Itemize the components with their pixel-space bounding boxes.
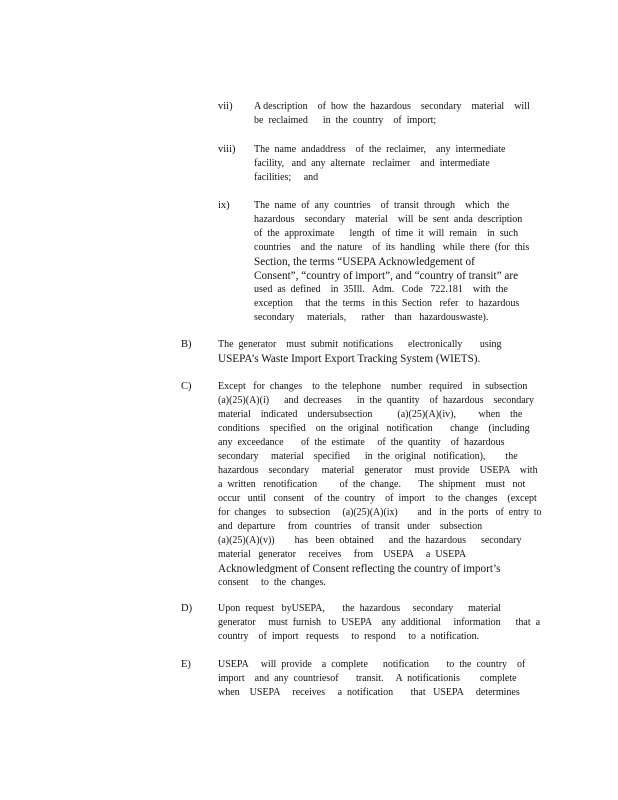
text-line: USEPA will provide a complete notification to the country of	[218, 659, 526, 670]
text-line: facility, and any alternate reclaimer and intermediate	[254, 158, 490, 169]
text-line: used as defined in 35Ill. Adm. Code 722.181 with the	[254, 284, 508, 295]
text-line: of the approximate length of time it will remain in such	[254, 228, 519, 239]
text-line: The name of any countries of transit through which the	[254, 200, 510, 211]
text-line: a written renotification of the change. The shipment must not	[218, 479, 526, 490]
text-line: and departure from countries of transit under subsection	[218, 521, 483, 532]
text-line: conditions specified on the original notification change (including	[218, 423, 530, 434]
item-text	[218, 380, 542, 590]
item-label: vii)	[218, 101, 233, 112]
text-line: Except for changes to the telephone number required in subsection	[218, 381, 528, 392]
text-line: Consent”, “country of import”, and “country of transit” are	[254, 270, 519, 282]
text-line: hazardous secondary material will be sent anda description	[254, 214, 523, 225]
item-label: C)	[181, 381, 192, 392]
text-line: A description of how the hazardous secondary material will	[254, 101, 530, 112]
text-line: be reclaimed in the country of import;	[254, 115, 437, 126]
item-text	[218, 602, 542, 644]
text-line: facilities; and	[254, 172, 319, 183]
text-line: exception that the terms in this Section refer to hazardous	[254, 298, 520, 309]
text-line: consent to the changes.	[218, 577, 326, 588]
text-line: Acknowledgment of Consent reflecting the country of import’s	[218, 563, 501, 575]
item-text	[218, 338, 542, 366]
text-line: (a)(25)(A)(v)) has been obtained and the hazardous secondary	[218, 535, 522, 546]
text-line: Section, the terms “USEPA Acknowledgement of	[254, 256, 475, 268]
text-line: hazardous secondary material generator must provide USEPA with	[218, 465, 538, 476]
text-line: USEPA’s Waste Import Export Tracking System (WIETS).	[218, 353, 481, 365]
text-line: material indicated undersubsection (a)(25)(A)(iv), when the	[218, 409, 523, 420]
item-label: viii)	[218, 144, 236, 155]
text-line: material generator receives from USEPA a USEPA	[218, 549, 467, 560]
text-line: (a)(25)(A)(i) and decreases in the quantity of hazardous secondary	[218, 395, 534, 406]
text-line: secondary material specified in the original notification), the	[218, 451, 518, 462]
item-label: D)	[181, 603, 193, 614]
item-label: ix)	[218, 200, 230, 211]
text-line: any exceedance of the estimate of the quantity of hazardous	[218, 437, 505, 448]
item-text	[254, 199, 542, 325]
text-line: The name andaddress of the reclaimer, any intermediate	[254, 144, 506, 155]
text-line: occur until consent of the country of import to the changes (except	[218, 493, 537, 504]
item-text	[254, 100, 542, 128]
text-line: import and any countriesof transit. A notificationis complete	[218, 673, 517, 684]
text-line: generator must furnish to USEPA any additional information that a	[218, 617, 541, 628]
item-label: B)	[181, 339, 192, 350]
text-line: countries and the nature of its handling while there (for this	[254, 242, 530, 253]
item-text	[254, 143, 542, 185]
item-label: E)	[181, 659, 191, 670]
text-line: when USEPA receives a notification that USEPA determines	[218, 687, 520, 698]
text-line: Upon request byUSEPA, the hazardous secondary material	[218, 603, 501, 614]
text-line: The generator must submit notifications electronically using	[218, 339, 502, 350]
text-line: secondary materials, rather than hazardouswaste).	[254, 312, 489, 323]
text-line: for changes to subsection (a)(25)(A)(ix) and in the ports of entry to	[218, 507, 542, 518]
text-line: country of import requests to respond to a notification.	[218, 631, 480, 642]
item-text	[218, 658, 542, 700]
